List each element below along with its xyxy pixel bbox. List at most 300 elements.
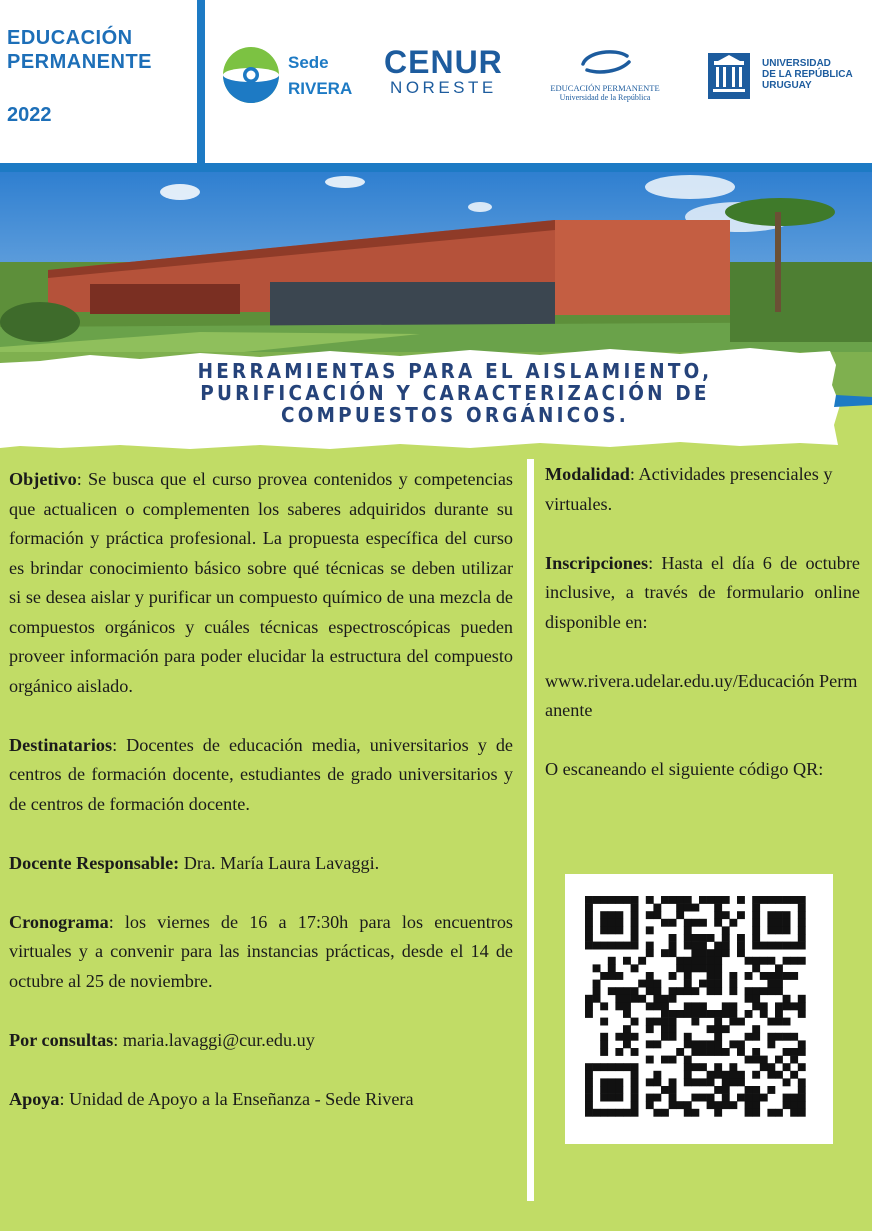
qr-module [783, 957, 791, 965]
qr-code[interactable] [565, 874, 833, 1144]
qr-module [646, 972, 654, 980]
qr-module [661, 896, 669, 904]
qr-module [714, 1063, 722, 1071]
qr-module [661, 919, 669, 927]
qr-module [600, 1094, 608, 1102]
qr-module [608, 919, 616, 927]
qr-module [783, 942, 791, 950]
qr-module [714, 1101, 722, 1109]
qr-module [783, 1033, 791, 1041]
qr-module [623, 1025, 631, 1033]
qr-module [699, 934, 707, 942]
qr-module [646, 1078, 654, 1086]
qr-module [737, 934, 745, 942]
qr-module [798, 1040, 806, 1048]
destinatarios-label: Destinatarios [9, 734, 113, 755]
qr-module [653, 1040, 661, 1048]
udelar-line-2: DE LA REPÚBLICA [762, 69, 853, 80]
qr-module [752, 1109, 760, 1117]
qr-module [707, 964, 715, 972]
qr-module [600, 1002, 608, 1010]
qr-module [631, 1078, 639, 1086]
qr-module [593, 987, 601, 995]
cenur-logo [384, 46, 503, 98]
udelar-line-3: URUGUAY [762, 80, 812, 91]
qr-module [684, 1002, 692, 1010]
qr-module [585, 926, 593, 934]
qr-module [631, 911, 639, 919]
qr-module [615, 1002, 623, 1010]
qr-module [631, 942, 639, 950]
qr-module [752, 995, 760, 1003]
qr-module [775, 911, 783, 919]
qr-module [790, 957, 798, 965]
qr-module [585, 1094, 593, 1102]
qr-module [760, 1056, 768, 1064]
qr-module [767, 926, 775, 934]
qr-module [798, 1002, 806, 1010]
qr-module [669, 1010, 677, 1018]
qr-module [615, 1086, 623, 1094]
qr-module [669, 972, 677, 980]
qr-module [767, 972, 775, 980]
qr-module [783, 1018, 791, 1026]
qr-module [615, 1094, 623, 1102]
qr-module [608, 1109, 616, 1117]
qr-module [767, 957, 775, 965]
qr-module [684, 1109, 692, 1117]
qr-module [638, 980, 646, 988]
qr-module [676, 964, 684, 972]
qr-module [760, 1063, 768, 1071]
qr-module [608, 957, 616, 965]
column-divider [527, 459, 534, 1201]
qr-module [623, 1040, 631, 1048]
qr-module [676, 1101, 684, 1109]
cronograma-paragraph [9, 908, 513, 997]
qr-module [767, 1086, 775, 1094]
qr-module [646, 949, 654, 957]
qr-module [767, 911, 775, 919]
qr-module [631, 1063, 639, 1071]
qr-module [646, 1002, 654, 1010]
qr-module [729, 987, 737, 995]
qr-module [669, 1025, 677, 1033]
qr-module [661, 1033, 669, 1041]
qr-module [669, 942, 677, 950]
qr-module [760, 942, 768, 950]
qr-module [783, 972, 791, 980]
qr-code-icon [565, 874, 833, 1144]
destinatarios-text: : Docentes de educación media, universitarios y de centros de formación docente, estudiantes de grado universitarios y de centros de formación docente. [9, 734, 513, 814]
cenur-subtitle: NORESTE [390, 78, 497, 97]
qr-module [600, 1048, 608, 1056]
qr-module [646, 926, 654, 934]
qr-module [714, 949, 722, 957]
qr-module [783, 926, 791, 934]
qr-module [775, 972, 783, 980]
qr-module [615, 1033, 623, 1041]
qr-module [691, 1018, 699, 1026]
qr-module [775, 1109, 783, 1117]
qr-module [752, 904, 760, 912]
qr-module [669, 949, 677, 957]
qr-module [684, 1033, 692, 1041]
qr-module [608, 942, 616, 950]
qr-module [608, 1063, 616, 1071]
qr-module [691, 942, 699, 950]
qr-module [775, 1010, 783, 1018]
qr-module [729, 1078, 737, 1086]
qr-module [707, 1078, 715, 1086]
qr-module [585, 896, 593, 904]
qr-module [661, 1010, 669, 1018]
qr-module [653, 980, 661, 988]
ep-logo-line-2: Universidad de la República [559, 93, 651, 102]
qr-module [593, 942, 601, 950]
qr-module [790, 1101, 798, 1109]
qr-module [714, 964, 722, 972]
qr-module [684, 896, 692, 904]
qr-module [653, 1109, 661, 1117]
qr-module [585, 919, 593, 927]
udelar-seal-icon [708, 53, 750, 99]
qr-module [600, 1086, 608, 1094]
qr-module [631, 987, 639, 995]
qr-module [646, 1025, 654, 1033]
qr-module [691, 1063, 699, 1071]
udelar-line-1: UNIVERSIDAD [762, 58, 831, 69]
qr-module [722, 949, 730, 957]
qr-module [585, 1071, 593, 1079]
qr-module [722, 1094, 730, 1102]
qr-module [745, 972, 753, 980]
qr-module [653, 995, 661, 1003]
qr-module [722, 934, 730, 942]
qr-module [760, 1010, 768, 1018]
qr-module [752, 1033, 760, 1041]
qr-module [737, 896, 745, 904]
qr-module [767, 980, 775, 988]
qr-module [760, 957, 768, 965]
qr-module [752, 1048, 760, 1056]
qr-module [775, 1002, 783, 1010]
qr-module [699, 949, 707, 957]
qr-module [752, 911, 760, 919]
qr-module [752, 987, 760, 995]
qr-module [623, 1109, 631, 1117]
qr-module [585, 1101, 593, 1109]
qr-module [729, 1063, 737, 1071]
qr-module [593, 1063, 601, 1071]
qr-module [722, 1086, 730, 1094]
qr-module [783, 1048, 791, 1056]
qr-module [699, 1002, 707, 1010]
qr-module [714, 1048, 722, 1056]
qr-module [752, 934, 760, 942]
qr-module [615, 1048, 623, 1056]
qr-module [767, 1071, 775, 1079]
qr-module [684, 942, 692, 950]
qr-module [783, 1063, 791, 1071]
qr-module [653, 1018, 661, 1026]
qr-module [691, 1078, 699, 1086]
qr-module [775, 919, 783, 927]
qr-module [737, 1018, 745, 1026]
qr-module [585, 1086, 593, 1094]
qr-module [684, 1078, 692, 1086]
qr-module [760, 1094, 768, 1102]
year: 2022 [7, 104, 52, 126]
qr-module [593, 980, 601, 988]
objetivo-label: Objetivo [9, 469, 77, 489]
qr-module [593, 896, 601, 904]
inscripciones-text: : Hasta el día 6 de octubre inclusive, a través de formulario online disponible en: [545, 552, 860, 632]
qr-module [707, 980, 715, 988]
qr-module [699, 1040, 707, 1048]
qr-module [646, 911, 654, 919]
qr-module [775, 980, 783, 988]
qr-module [714, 1010, 722, 1018]
qr-module [646, 1040, 654, 1048]
qr-module [653, 1071, 661, 1079]
qr-module [699, 1063, 707, 1071]
qr-module [669, 987, 677, 995]
qr-module [593, 1109, 601, 1117]
qr-module [691, 957, 699, 965]
qr-module [600, 1018, 608, 1026]
qr-module [798, 1094, 806, 1102]
qr-module [585, 995, 593, 1003]
qr-module [745, 1086, 753, 1094]
qr-module [722, 942, 730, 950]
qr-module [585, 1078, 593, 1086]
footer-band [0, 1201, 872, 1231]
qr-module [646, 942, 654, 950]
qr-module [661, 995, 669, 1003]
qr-module [631, 1048, 639, 1056]
qr-module [745, 1010, 753, 1018]
qr-module [783, 1002, 791, 1010]
qr-module [585, 904, 593, 912]
qr-module [699, 896, 707, 904]
qr-module [707, 934, 715, 942]
qr-module [623, 896, 631, 904]
qr-module [798, 911, 806, 919]
qr-module [745, 1033, 753, 1041]
qr-module [699, 1094, 707, 1102]
qr-module [722, 1101, 730, 1109]
qr-module [737, 1094, 745, 1102]
qr-module [790, 1056, 798, 1064]
qr-module [722, 1048, 730, 1056]
inscripciones-paragraph [545, 549, 860, 638]
qr-module [646, 1018, 654, 1026]
qr-module [676, 1010, 684, 1018]
qr-module [646, 1056, 654, 1064]
qr-module [783, 1078, 791, 1086]
qr-module [684, 980, 692, 988]
qr-module [707, 896, 715, 904]
qr-module [653, 1094, 661, 1102]
qr-module [615, 987, 623, 995]
qr-module [661, 1056, 669, 1064]
qr-module [631, 904, 639, 912]
qr-module [714, 1033, 722, 1041]
qr-module [669, 1101, 677, 1109]
qr-module [669, 1033, 677, 1041]
qr-module [798, 1086, 806, 1094]
udelar-name [762, 58, 853, 91]
qr-module [699, 964, 707, 972]
inscripciones-label: Inscripciones [545, 552, 649, 573]
qr-module [608, 911, 616, 919]
qr-module [646, 987, 654, 995]
qr-module [752, 1094, 760, 1102]
qr-module [760, 972, 768, 980]
qr-module [798, 1063, 806, 1071]
apoya-text: : Unidad de Apoyo a la Enseñanza - Sede Rivera [59, 1088, 414, 1109]
modalidad-label: Modalidad [545, 464, 630, 484]
qr-module [600, 919, 608, 927]
qr-module [752, 964, 760, 972]
qr-module [714, 896, 722, 904]
consultas-paragraph [9, 1026, 513, 1056]
qr-module [798, 1078, 806, 1086]
qr-module [631, 1033, 639, 1041]
sede-label: Sede [288, 53, 329, 72]
qr-module [600, 1063, 608, 1071]
qr-module [722, 926, 730, 934]
qr-module [798, 934, 806, 942]
qr-module [608, 987, 616, 995]
qr-module [775, 926, 783, 934]
docente-text: Dra. María Laura Lavaggi. [179, 852, 380, 873]
qr-module [608, 1078, 616, 1086]
qr-module [631, 919, 639, 927]
qr-module [676, 911, 684, 919]
qr-module [707, 1010, 715, 1018]
qr-module [752, 1002, 760, 1010]
qr-module [745, 957, 753, 965]
qr-module [669, 995, 677, 1003]
qr-module [615, 1078, 623, 1086]
qr-module [585, 911, 593, 919]
qr-module [714, 972, 722, 980]
qr-module [608, 896, 616, 904]
qr-module [767, 987, 775, 995]
qr-module [699, 980, 707, 988]
qr-module [615, 926, 623, 934]
registration-url[interactable]: www.rivera.udelar.edu.uy/Educación Permanente [545, 670, 858, 720]
qr-module [600, 926, 608, 934]
qr-module [707, 1094, 715, 1102]
qr-module [798, 1101, 806, 1109]
qr-module [684, 904, 692, 912]
modalidad-text: : Actividades presenciales y virtuales. [545, 464, 833, 514]
qr-module [661, 1086, 669, 1094]
qr-module [714, 1071, 722, 1079]
qr-module [714, 1025, 722, 1033]
qr-module [699, 957, 707, 965]
qr-module [684, 1101, 692, 1109]
qr-module [707, 972, 715, 980]
qr-module [745, 1094, 753, 1102]
qr-module [684, 919, 692, 927]
qr-module [783, 896, 791, 904]
qr-module [783, 1101, 791, 1109]
program-line-2: PERMANENTE [7, 51, 153, 73]
qr-module [669, 919, 677, 927]
header [0, 0, 872, 163]
qr-module [600, 896, 608, 904]
qr-module [600, 911, 608, 919]
sede-rivera-logo-icon [222, 46, 280, 104]
qr-module [707, 949, 715, 957]
qr-module [798, 957, 806, 965]
qr-module [661, 1002, 669, 1010]
qr-module [729, 1002, 737, 1010]
qr-module [669, 934, 677, 942]
qr-module [691, 949, 699, 957]
header-accent-line [0, 163, 872, 172]
qr-module [737, 911, 745, 919]
qr-module [707, 987, 715, 995]
qr-module [775, 942, 783, 950]
qr-module [638, 957, 646, 965]
qr-module [767, 1109, 775, 1117]
qr-module [600, 972, 608, 980]
sede-city: RIVERA [288, 79, 353, 98]
qr-module [669, 1056, 677, 1064]
qr-module [623, 957, 631, 965]
docente-paragraph [9, 849, 513, 879]
qr-module [691, 904, 699, 912]
qr-module [684, 934, 692, 942]
qr-module [783, 1094, 791, 1102]
qr-module [790, 972, 798, 980]
consultas-email[interactable]: : maria.lavaggi@cur.edu.uy [113, 1029, 315, 1050]
qr-module [600, 1078, 608, 1086]
qr-module [631, 964, 639, 972]
qr-module [775, 1018, 783, 1026]
qr-module [714, 1109, 722, 1117]
qr-module [775, 1033, 783, 1041]
qr-module [684, 972, 692, 980]
qr-module [615, 1109, 623, 1117]
qr-module [775, 987, 783, 995]
qr-module [608, 1086, 616, 1094]
qr-module [699, 1048, 707, 1056]
qr-module [714, 919, 722, 927]
qr-module [798, 1109, 806, 1117]
qr-module [608, 1094, 616, 1102]
qr-module [775, 1056, 783, 1064]
qr-module [661, 949, 669, 957]
qr-module [714, 987, 722, 995]
qr-module [653, 1002, 661, 1010]
qr-module [752, 919, 760, 927]
qr-module [684, 987, 692, 995]
qr-module [737, 1040, 745, 1048]
qr-module [767, 942, 775, 950]
qr-module [714, 980, 722, 988]
qr-module [676, 1048, 684, 1056]
qr-module [631, 1071, 639, 1079]
qr-module [752, 926, 760, 934]
qr-module [646, 896, 654, 904]
qr-module [729, 1071, 737, 1079]
